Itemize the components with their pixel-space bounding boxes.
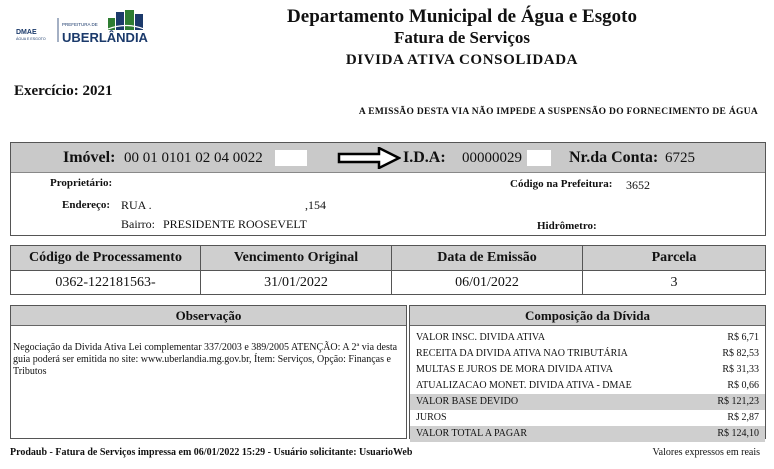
- exercicio: Exercício: 2021: [14, 83, 113, 99]
- item-label: VALOR BASE DEVIDO: [416, 396, 519, 407]
- footer-currency-note: Valores expressos em reais: [652, 447, 760, 458]
- parcela: 3: [583, 271, 766, 295]
- page-title: Departamento Municipal de Água e Esgoto: [287, 6, 637, 27]
- vencimento-original: 31/01/2022: [201, 271, 392, 295]
- col-header-parcela: Parcela: [583, 246, 766, 271]
- codigo-prefeitura-label: Código na Prefeitura:: [510, 178, 613, 190]
- observacao-panel: [10, 305, 407, 439]
- redaction-box: [527, 150, 551, 166]
- list-item: [410, 330, 765, 346]
- list-item-base: [410, 394, 765, 410]
- col-header-emissao: Data de Emissão: [392, 246, 583, 271]
- list-item: [410, 362, 765, 378]
- redaction-box: [275, 150, 307, 166]
- composicao-title: Composição da Dívida: [410, 306, 765, 326]
- item-value: R$ 82,53: [722, 348, 759, 359]
- item-value: R$ 6,71: [727, 332, 759, 343]
- imovel-label: Imóvel:: [63, 149, 116, 166]
- warning-notice: A EMISSÃO DESTA VIA NÃO IMPEDE A SUSPENSÃO DO FORNECIMENTO DE ÁGUA: [358, 107, 758, 117]
- item-label: RECEITA DA DIVIDA ATIVA NAO TRIBUTÁRIA: [416, 348, 628, 359]
- svg-text:UBERLÂNDIA: UBERLÂNDIA: [62, 30, 148, 45]
- hidrometro-label: Hidrômetro:: [537, 220, 597, 232]
- proprietario-label: Proprietário:: [50, 177, 113, 189]
- endereco-label: Endereço:: [62, 199, 111, 211]
- billing-info-table: [10, 245, 766, 295]
- imovel-value: 00 01 0101 02 04 0022: [124, 150, 263, 166]
- bairro-label: Bairro:: [121, 217, 155, 231]
- conta-label: Nr.da Conta:: [569, 149, 659, 166]
- svg-text:ÁGUA E ESGOTO: ÁGUA E ESGOTO: [16, 37, 46, 41]
- col-header-codigo: Código de Processamento: [11, 246, 201, 271]
- endereco-numero: ,154: [305, 198, 326, 212]
- item-label: VALOR TOTAL A PAGAR: [416, 428, 527, 439]
- bairro-value: PRESIDENTE ROOSEVELT: [163, 217, 307, 231]
- codigo-prefeitura-value: 3652: [626, 178, 650, 192]
- endereco-value: RUA .: [121, 198, 152, 212]
- composicao-panel: [409, 305, 766, 439]
- item-label: JUROS: [416, 412, 447, 423]
- col-header-vencimento: Vencimento Original: [201, 246, 392, 271]
- page-subtitle: Fatura de Serviços: [394, 28, 530, 47]
- item-value: R$ 124,10: [717, 428, 759, 439]
- observacao-title: Observação: [11, 306, 406, 326]
- footer-print-info: Prodaub - Fatura de Serviços impressa em 06/01/2022 15:29 - Usuário solicitante: UsuarioWeb: [10, 447, 413, 458]
- item-label: MULTAS E JUROS DE MORA DIVIDA ATIVA: [416, 364, 614, 375]
- item-label: ATUALIZACAO MONET. DIVIDA ATIVA - DMAE: [416, 380, 632, 391]
- item-value: R$ 0,66: [727, 380, 759, 391]
- data-emissao: 06/01/2022: [392, 271, 583, 295]
- item-value: R$ 121,23: [717, 396, 759, 407]
- item-value: R$ 31,33: [722, 364, 759, 375]
- list-item: [410, 346, 765, 362]
- list-item: [410, 410, 765, 426]
- ida-value: 00000029: [462, 150, 522, 166]
- property-info-box: [10, 142, 766, 236]
- list-item: [410, 378, 765, 394]
- arrow-right-icon: [337, 147, 401, 169]
- list-item-total: [410, 426, 765, 442]
- svg-text:DMAE: DMAE: [16, 29, 37, 36]
- svg-text:PREFEITURA DE: PREFEITURA DE: [62, 22, 98, 27]
- document-type: DIVIDA ATIVA CONSOLIDADA: [345, 52, 579, 68]
- codigo-processamento: 0362-122181563-: [11, 271, 201, 295]
- conta-value: 6725: [665, 150, 695, 166]
- item-label: VALOR INSC. DIVIDA ATIVA: [416, 332, 546, 343]
- item-value: R$ 2,87: [727, 412, 759, 423]
- observacao-text: Negociação da Divida Ativa Lei complementar 337/2003 e 389/2005 ATENÇÃO: A 2ª via desta guia poderá ser emitida no site: www.uberlandia.mg.gov.br, Ítem: Serviços, Opção: Finanças e Tributos: [13, 342, 398, 377]
- ida-label: I.D.A:: [403, 149, 446, 166]
